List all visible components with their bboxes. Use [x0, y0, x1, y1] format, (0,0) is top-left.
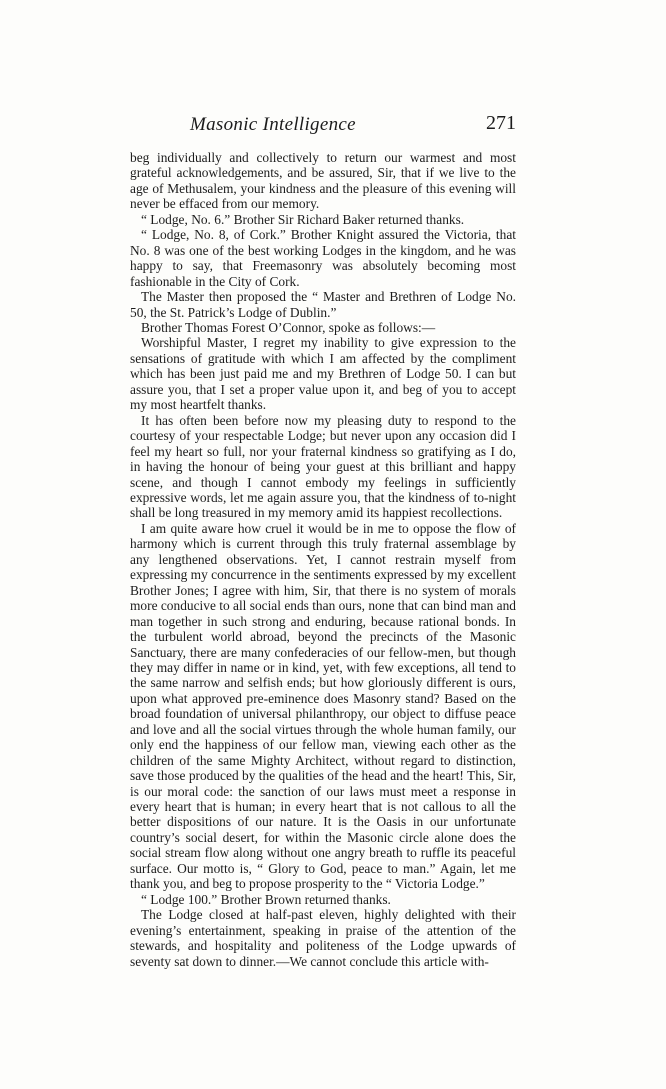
- closing-paragraph: The Lodge closed at half-past eleven, highly delighted with their evening’s entertainment, speaking in praise of the attention of the stewards, and hospitality and politeness of the Lodge upwards of seventy sat down to dinner.—We cannot conclude this article with-: [130, 907, 516, 969]
- speech-paragraph: Worshipful Master, I regret my inability to give expression to the sensations of gratitude with which I am affected by the compliment which has been just paid me and my Brethren of Lodge 50. I can but assure you, that I set a proper value upon it, and beg of you to accept my most heartfelt thanks.: [130, 335, 516, 413]
- running-head: [160, 112, 516, 142]
- toast-lodge-100: “ Lodge 100.” Brother Brown returned thanks.: [141, 891, 391, 907]
- toast-lodge-8-cork: “ Lodge, No. 8, of Cork.” Brother Knight assured the Victoria, that No. 8 was one of the best working Lodges in the kingdom, and he was happy to say, that Freemasonry was absolutely becoming most fashionable in the City of Cork.: [130, 227, 516, 289]
- paragraph-continued: beg individually and collectively to return our warmest and most grateful acknowledgements, and be assured, Sir, that if we live to the age of Methusalem, your kindness and the pleasure of this evening will never be effaced from our memory.: [130, 150, 516, 212]
- speaker-intro: Brother Thomas Forest O’Connor, spoke as follows:—: [141, 319, 436, 335]
- page-number: 271: [486, 112, 516, 134]
- running-title: Masonic Intelligence: [190, 114, 356, 135]
- article-body: [130, 150, 516, 969]
- speech-paragraph: It has often been before now my pleasing duty to respond to the courtesy of your respectable Lodge; but never upon any occasion did I feel my heart so full, nor your fraternal kindness so gratifying as I do, in having the honour of being your guest at this brilliant and happy scene, and though I cannot embody my feelings in sufficiently expressive words, let me again assure you, that the kindness of to-night shall be long treasured in my memory amid its happiest recollections.: [130, 412, 516, 521]
- toast-lodge-50: The Master then proposed the “ Master and Brethren of Lodge No. 50, the St. Patrick’s Lodge of Dublin.”: [130, 289, 516, 320]
- speech-paragraph: I am quite aware how cruel it would be in me to oppose the flow of harmony which is current through this truly fraternal assemblage by any lengthened observations. Yet, I cannot restrain myself from expressing my concurrence in the sentiments expressed by my excellent Brother Jones; I agree with him, Sir, that there is no system of morals more conducive to all social ends than ours, none that can bind man and man together in such strong and enduring, because rational bonds. In the turbulent world abroad, beyond the precincts of the Masonic Sanctuary, there are many confederacies of our fellow-men, but though they may differ in name or in kind, yet, with few exceptions, all tend to the same narrow and selfish ends; but how gloriously different is ours, upon what approved pre-eminence does Masonry stand? Based on the broad foundation of universal philanthropy, our object to diffuse peace and love and all the social virtues through the whole human family, our only end the happiness of our fellow man, viewing each other as the children of the same Mighty Architect, without regard to distinction, save those produced by the qualities of the head and the heart! This, Sir, is our moral code: the sanction of our laws must meet a response in every heart that is human; in every heart that is not callous to all the better dispositions of our nature. It is the Oasis in our unfortunate country’s social desert, for within the Masonic circle alone does the social stream flow along without one angry breath to ruffle its peaceful surface. Our motto is, “ Glory to God, peace to man.” Again, let me thank you, and beg to propose prosperity to the “ Victoria Lodge.”: [130, 520, 516, 892]
- toast-lodge-6: “ Lodge, No. 6.” Brother Sir Richard Baker returned thanks.: [141, 211, 465, 227]
